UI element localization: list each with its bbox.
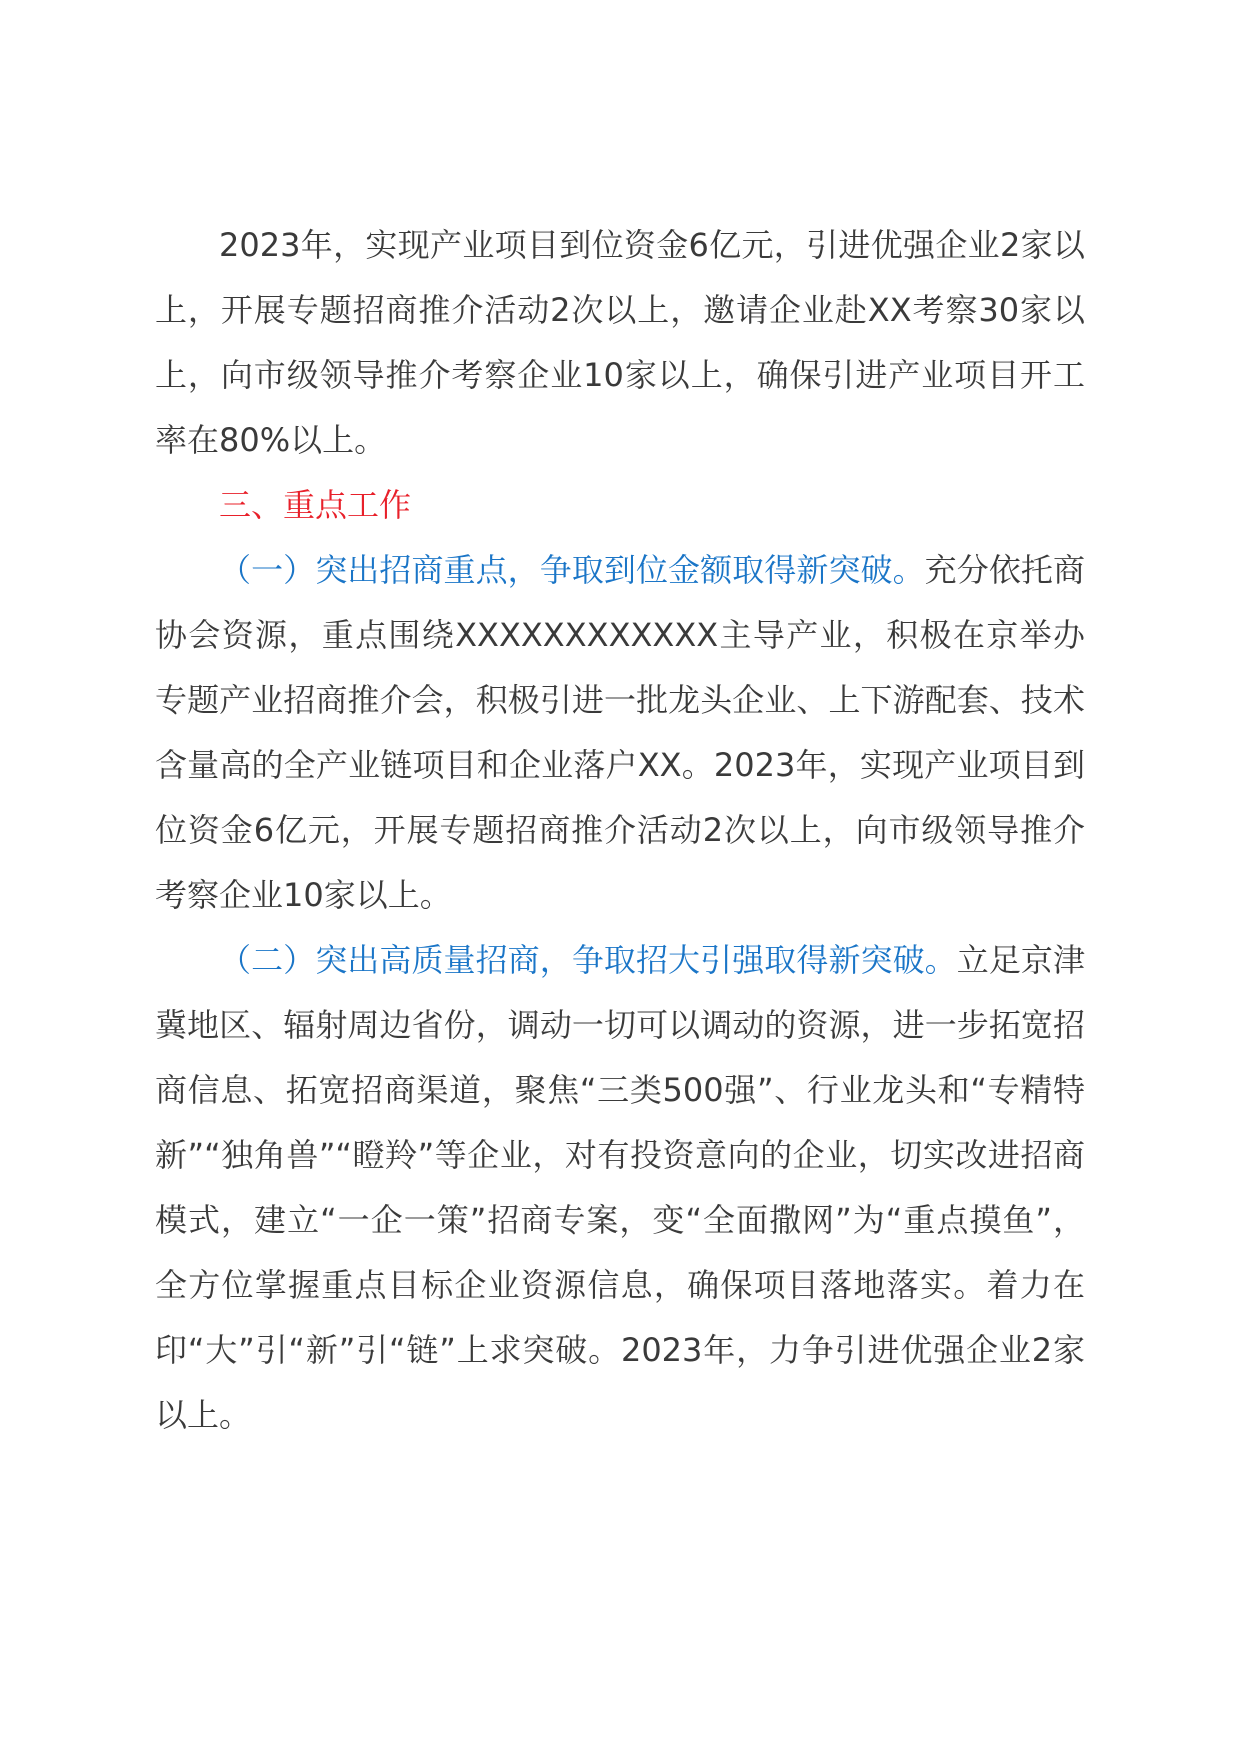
work-item-2 [155,928,1085,1448]
goal-paragraph [155,213,1085,473]
section-heading: 三、重点工作 [219,486,412,524]
work-item-1-heading: （一）突出招商重点，争取到位金额取得新突破。 [219,551,925,589]
work-item-2-text: 立足京津冀地区、辐射周边省份，调动一切可以调动的资源，进一步拓宽招商信息、拓宽招商渠道，聚焦“三类500强”、行业龙头和“专精特新”“独角兽”“瞪羚”等企业，对有投资意向的企业，切实改进招商模式，建立“一企一策”招商专案，变“全面撒网”为“重点摸鱼”，全方位掌握重点目标企业资源信息，确保项目落地落实。着力在印“大”引“新”引“链”上求突破。2023年，力争引进优强企业2家以上。 [155,941,1085,1434]
work-item-1 [155,538,1085,928]
work-item-2-heading: （二）突出高质量招商，争取招大引强取得新突破。 [219,941,957,979]
work-item-1-text: 充分依托商协会资源，重点围绕XXXXXXXXXXXX主导产业，积极在京举办专题产业招商推介会，积极引进一批龙头企业、上下游配套、技术含量高的全产业链项目和企业落户XX。2023年，实现产业项目到位资金6亿元，开展专题招商推介活动2次以上，向市级领导推介考察企业10家以上。 [155,551,1085,914]
document-body [155,213,1085,1448]
goal-paragraph-text: 2023年，实现产业项目到位资金6亿元，引进优强企业2家以上，开展专题招商推介活动2次以上，邀请企业赴XX考察30家以上，向市级领导推介考察企业10家以上，确保引进产业项目开工率在80%以上。 [155,226,1085,459]
